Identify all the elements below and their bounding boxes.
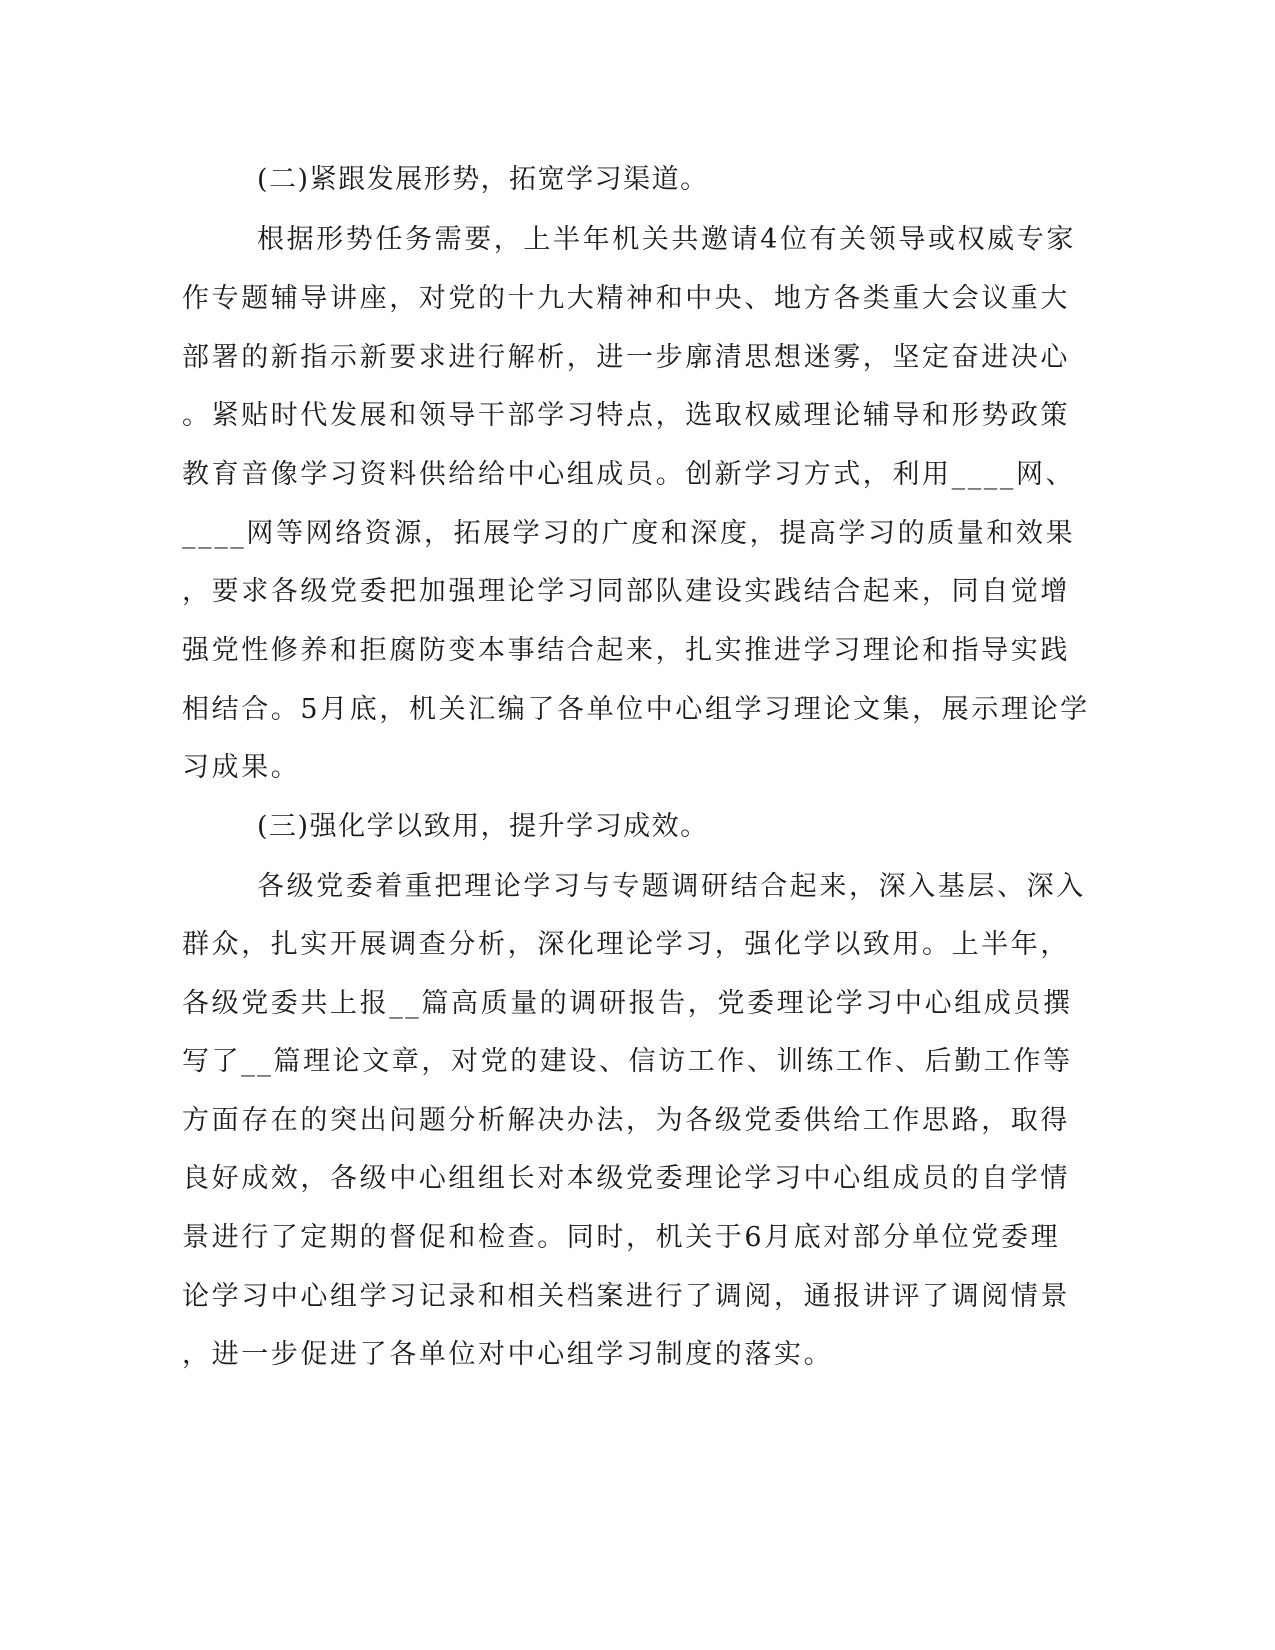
paragraph-line: 强党性修养和拒腐防变本事结合起来，扎实推进学习理论和指导实践 xyxy=(182,635,1070,666)
paragraph-line: 教育音像学习资料供给给中心组成员。创新学习方式，利用____网、 xyxy=(182,459,1076,490)
paragraph-line: 作专题辅导讲座，对党的十九大精神和中央、地方各类重大会议重大 xyxy=(182,283,1070,314)
paragraph-line: 各级党委共上报__篇高质量的调研报告，党委理论学习中心组成员撰 xyxy=(182,988,1073,1019)
paragraph-line: 。紧贴时代发展和领导干部学习特点，选取权威理论辅导和形势政策 xyxy=(182,400,1070,431)
paragraph-line: 相结合。5月底，机关汇编了各单位中心组学习理论文集，展示理论学 xyxy=(182,694,1090,725)
paragraph-line: 群众，扎实开展调查分析，深化理论学习，强化学以致用。上半年， xyxy=(182,929,1070,960)
paragraph-line: ，进一步促进了各单位对中心组学习制度的落实。 xyxy=(182,1339,834,1370)
section-heading-2: (二)紧跟发展形势，拓宽学习渠道。 xyxy=(257,164,709,195)
paragraph-line: 景进行了定期的督促和检查。同时，机关于6月底对部分单位党委理 xyxy=(182,1222,1061,1253)
paragraph-line: 根据形势任务需要，上半年机关共邀请4位有关领导或权威专家 xyxy=(257,224,1076,255)
paragraph-line: 良好成效，各级中心组组长对本级党委理论学习中心组成员的自学情 xyxy=(182,1163,1070,1194)
paragraph-line: 部署的新指示新要求进行解析，进一步廓清思想迷雾，坚定奋进决心 xyxy=(182,342,1070,373)
paragraph-line: 写了__篇理论文章，对党的建设、信访工作、训练工作、后勤工作等 xyxy=(182,1046,1073,1077)
paragraph-line: ____网等网络资源，拓展学习的广度和深度，提高学习的质量和效果 xyxy=(182,518,1076,549)
section-heading-3: (三)强化学以致用，提升学习成效。 xyxy=(257,811,709,842)
paragraph-line: 方面存在的突出问题分析解决办法，为各级党委供给工作思路，取得 xyxy=(182,1105,1070,1136)
paragraph-line: 习成果。 xyxy=(182,752,301,783)
paragraph-line: ，要求各级党委把加强理论学习同部队建设实践结合起来，同自觉增 xyxy=(182,576,1070,607)
paragraph-line: 论学习中心组学习记录和相关档案进行了调阅，通报讲评了调阅情景 xyxy=(182,1281,1070,1312)
paragraph-line: 各级党委着重把理论学习与专题调研结合起来，深入基层、深入 xyxy=(257,871,1086,902)
